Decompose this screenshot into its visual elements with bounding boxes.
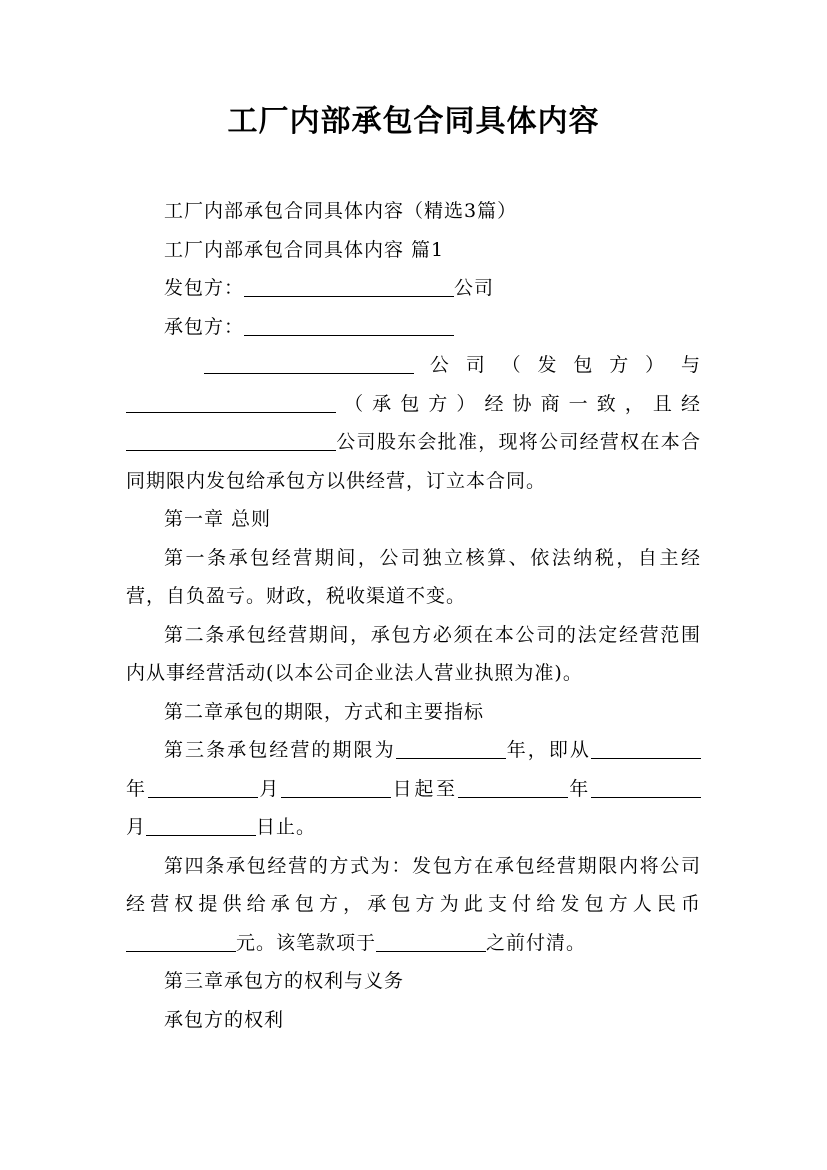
article-3-blank-end-month (591, 775, 701, 798)
article-3-blank-start-month (148, 775, 258, 798)
article-3-blank-start-year (591, 736, 701, 759)
article-4-blank-date (376, 929, 486, 952)
party-a-blank (244, 274, 454, 297)
party-a-line (126, 269, 701, 308)
article-4-text-b: 元。该笔款项于 (236, 931, 377, 954)
party-b-line (126, 308, 701, 347)
article-1: 第一条承包经营期间，公司独立核算、依法纳税，自主经营，自负盈亏。财政，税收渠道不变。 (126, 546, 701, 607)
article-3-text-a: 第三条承包经营的期限为 (164, 739, 396, 761)
party-b-blank (244, 313, 454, 336)
article-3-blank-end-day (146, 813, 256, 836)
chapter-1-heading: 第一章 总则 (164, 508, 272, 530)
article-4 (126, 847, 701, 963)
article-2: 第二条承包经营期间，承包方必须在本公司的法定经营范围内从事经营活动(以本公司企业法人营业执照为准)。 (126, 623, 701, 684)
article-3-text-f: 年 (567, 777, 591, 800)
article-3-text-h: 日止。 (256, 816, 317, 838)
article-4-blank-amount (126, 929, 236, 952)
intro-blank-1 (204, 351, 414, 374)
article-3-text-g: 月 (126, 816, 147, 838)
article-3-text-b: 年，即从 (505, 739, 591, 761)
party-b-label: 承包方： (164, 315, 245, 338)
intro-text-1: 公司（发包方）与 (414, 354, 701, 376)
article-3-blank-start-day (281, 775, 391, 798)
intro-blank-3 (126, 428, 336, 451)
document-body (126, 192, 701, 1039)
article-4-text-a: 第四条承包经营的方式为：发包方在承包经营期限内将公司经营权提供给承包方，承包方为此支付给发包方人民币 (126, 854, 701, 915)
intro-line-1 (126, 346, 701, 385)
chapter-2-heading: 第二章承包的期限，方式和主要指标 (164, 700, 485, 723)
heading-part-1: 工厂内部承包合同具体内容 篇1 (164, 238, 445, 261)
article-3-text-c: 年 (126, 777, 148, 800)
chapter-3-heading: 第三章承包方的权利与义务 (164, 970, 405, 992)
intro-line-3 (126, 423, 701, 500)
intro-text-3: 公司股东会批准，现将公司经营权在本合同期限内发包给承包方以供经营，订立本合同。 (126, 431, 701, 492)
heading-selected: 工厂内部承包合同具体内容（精选3篇） (164, 200, 518, 222)
party-a-label: 发包方： (164, 277, 245, 299)
article-3-blank-years (396, 736, 506, 759)
rights-heading: 承包方的权利 (164, 1008, 285, 1031)
article-3-text-e: 日起至 (391, 777, 458, 800)
document-title: 工厂内部承包合同具体内容 (227, 104, 600, 139)
article-3-blank-end-year (458, 775, 568, 798)
article-3 (126, 731, 701, 847)
intro-text-2: （承包方）经协商一致，且经 (336, 392, 701, 415)
intro-line-2 (126, 385, 701, 424)
intro-blank-2 (126, 390, 336, 413)
article-3-text-d: 月 (257, 777, 281, 800)
article-4-text-c: 之前付清。 (486, 931, 587, 954)
party-a-suffix: 公司 (454, 277, 495, 299)
